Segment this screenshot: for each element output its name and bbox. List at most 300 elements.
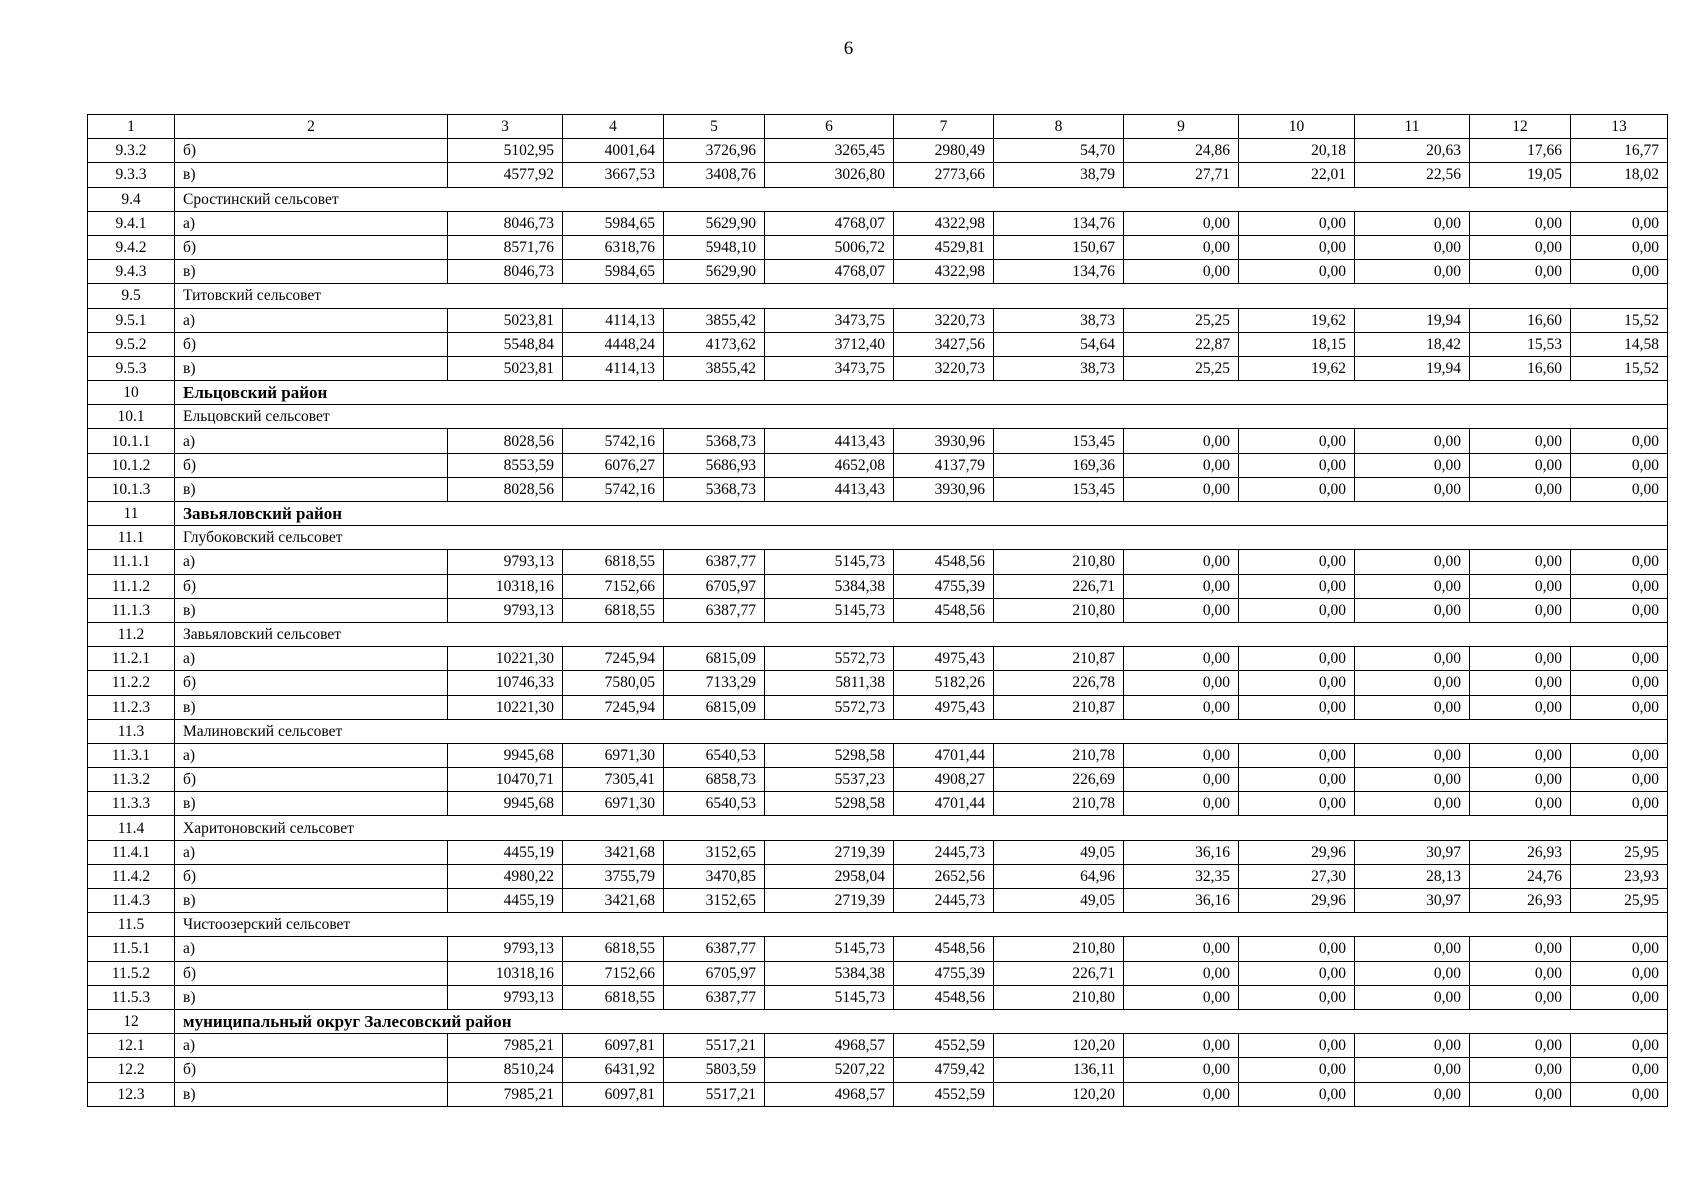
value-cell: 17,66	[1470, 139, 1571, 163]
value-cell: 210,80	[994, 985, 1124, 1009]
value-cell: 210,87	[994, 647, 1124, 671]
table-row	[88, 889, 1668, 913]
row-label: а)	[175, 937, 448, 961]
row-label: б)	[175, 139, 448, 163]
settlement-title: Чистоозерский сельсовет	[175, 913, 1668, 937]
row-code: 10.1.1	[88, 429, 175, 453]
value-cell: 8571,76	[448, 235, 563, 259]
value-cell: 3220,73	[894, 308, 994, 332]
row-code: 10.1	[88, 405, 175, 429]
district-header-row	[88, 381, 1668, 405]
table-row	[88, 768, 1668, 792]
value-cell: 0,00	[1124, 550, 1239, 574]
settlement-title: Харитоновский сельсовет	[175, 816, 1668, 840]
value-cell: 4548,56	[894, 937, 994, 961]
value-cell: 6076,27	[563, 453, 664, 477]
value-cell: 6387,77	[664, 985, 765, 1009]
row-code: 9.4	[88, 187, 175, 211]
value-cell: 0,00	[1470, 574, 1571, 598]
value-cell: 3473,75	[765, 356, 894, 380]
value-cell: 8510,24	[448, 1058, 563, 1082]
value-cell: 9945,68	[448, 743, 563, 767]
table-row	[88, 260, 1668, 284]
value-cell: 6818,55	[563, 937, 664, 961]
header-row	[88, 115, 1668, 139]
row-code: 12.2	[88, 1058, 175, 1082]
value-cell: 0,00	[1571, 598, 1668, 622]
value-cell: 0,00	[1124, 937, 1239, 961]
value-cell: 0,00	[1571, 985, 1668, 1009]
value-cell: 136,11	[994, 1058, 1124, 1082]
value-cell: 0,00	[1239, 235, 1355, 259]
value-cell: 0,00	[1355, 768, 1470, 792]
settlement-title: Сростинский сельсовет	[175, 187, 1668, 211]
row-code: 9.5	[88, 284, 175, 308]
value-cell: 4173,62	[664, 332, 765, 356]
row-label: б)	[175, 768, 448, 792]
value-cell: 0,00	[1355, 211, 1470, 235]
value-cell: 0,00	[1239, 574, 1355, 598]
value-cell: 4975,43	[894, 695, 994, 719]
value-cell: 210,78	[994, 743, 1124, 767]
row-label: в)	[175, 695, 448, 719]
value-cell: 27,71	[1124, 163, 1239, 187]
value-cell: 64,96	[994, 864, 1124, 888]
value-cell: 7985,21	[448, 1082, 563, 1106]
value-cell: 0,00	[1571, 768, 1668, 792]
value-cell: 20,18	[1239, 139, 1355, 163]
value-cell: 2958,04	[765, 864, 894, 888]
row-label: а)	[175, 550, 448, 574]
row-label: в)	[175, 477, 448, 501]
value-cell: 0,00	[1355, 1058, 1470, 1082]
row-label: б)	[175, 235, 448, 259]
value-cell: 0,00	[1571, 550, 1668, 574]
settlement-header-row	[88, 526, 1668, 550]
value-cell: 7152,66	[563, 961, 664, 985]
value-cell: 0,00	[1571, 429, 1668, 453]
value-cell: 0,00	[1470, 1034, 1571, 1058]
value-cell: 4114,13	[563, 356, 664, 380]
value-cell: 0,00	[1571, 211, 1668, 235]
value-cell: 9793,13	[448, 550, 563, 574]
value-cell: 36,16	[1124, 889, 1239, 913]
row-code: 10	[88, 381, 175, 405]
value-cell: 10221,30	[448, 695, 563, 719]
row-label: в)	[175, 356, 448, 380]
value-cell: 0,00	[1571, 792, 1668, 816]
row-label: а)	[175, 743, 448, 767]
value-cell: 24,86	[1124, 139, 1239, 163]
value-cell: 8046,73	[448, 260, 563, 284]
value-cell: 0,00	[1239, 598, 1355, 622]
row-label: б)	[175, 671, 448, 695]
value-cell: 30,97	[1355, 840, 1470, 864]
value-cell: 7245,94	[563, 695, 664, 719]
value-cell: 0,00	[1239, 477, 1355, 501]
value-cell: 0,00	[1239, 743, 1355, 767]
table-row	[88, 235, 1668, 259]
value-cell: 5384,38	[765, 961, 894, 985]
value-cell: 0,00	[1355, 598, 1470, 622]
value-cell: 32,35	[1124, 864, 1239, 888]
value-cell: 169,36	[994, 453, 1124, 477]
value-cell: 134,76	[994, 211, 1124, 235]
value-cell: 2773,66	[894, 163, 994, 187]
value-cell: 0,00	[1470, 985, 1571, 1009]
value-cell: 4548,56	[894, 598, 994, 622]
value-cell: 153,45	[994, 477, 1124, 501]
value-cell: 4448,24	[563, 332, 664, 356]
value-cell: 0,00	[1239, 1034, 1355, 1058]
value-cell: 0,00	[1124, 1058, 1239, 1082]
value-cell: 5145,73	[765, 937, 894, 961]
row-label: а)	[175, 840, 448, 864]
value-cell: 4975,43	[894, 647, 994, 671]
value-cell: 5572,73	[765, 647, 894, 671]
value-cell: 4652,08	[765, 453, 894, 477]
value-cell: 49,05	[994, 840, 1124, 864]
value-cell: 210,87	[994, 695, 1124, 719]
value-cell: 0,00	[1355, 260, 1470, 284]
header-cell: 12	[1470, 115, 1571, 139]
value-cell: 23,93	[1571, 864, 1668, 888]
settlement-header-row	[88, 405, 1668, 429]
value-cell: 0,00	[1571, 961, 1668, 985]
row-code: 11.4	[88, 816, 175, 840]
value-cell: 9945,68	[448, 792, 563, 816]
settlement-title: Глубоковский сельсовет	[175, 526, 1668, 550]
value-cell: 16,77	[1571, 139, 1668, 163]
row-code: 9.5.2	[88, 332, 175, 356]
value-cell: 9793,13	[448, 985, 563, 1009]
value-cell: 18,02	[1571, 163, 1668, 187]
value-cell: 5023,81	[448, 356, 563, 380]
value-cell: 3712,40	[765, 332, 894, 356]
value-cell: 8553,59	[448, 453, 563, 477]
table-row	[88, 163, 1668, 187]
value-cell: 6097,81	[563, 1034, 664, 1058]
value-cell: 4114,13	[563, 308, 664, 332]
table-row	[88, 139, 1668, 163]
value-cell: 0,00	[1239, 671, 1355, 695]
table-row	[88, 211, 1668, 235]
value-cell: 7305,41	[563, 768, 664, 792]
value-cell: 9793,13	[448, 937, 563, 961]
row-code: 11.5.3	[88, 985, 175, 1009]
value-cell: 3152,65	[664, 840, 765, 864]
value-cell: 2719,39	[765, 889, 894, 913]
value-cell: 3855,42	[664, 356, 765, 380]
header-cell: 7	[894, 115, 994, 139]
header-cell: 6	[765, 115, 894, 139]
tariff-table	[87, 114, 1668, 1107]
value-cell: 0,00	[1571, 695, 1668, 719]
value-cell: 0,00	[1355, 574, 1470, 598]
row-code: 11.4.2	[88, 864, 175, 888]
settlement-header-row	[88, 284, 1668, 308]
value-cell: 5384,38	[765, 574, 894, 598]
value-cell: 7245,94	[563, 647, 664, 671]
value-cell: 0,00	[1239, 453, 1355, 477]
row-label: а)	[175, 308, 448, 332]
value-cell: 3265,45	[765, 139, 894, 163]
value-cell: 5742,16	[563, 477, 664, 501]
value-cell: 38,73	[994, 356, 1124, 380]
value-cell: 4001,64	[563, 139, 664, 163]
value-cell: 15,52	[1571, 308, 1668, 332]
value-cell: 0,00	[1571, 477, 1668, 501]
value-cell: 4755,39	[894, 961, 994, 985]
value-cell: 5948,10	[664, 235, 765, 259]
value-cell: 0,00	[1355, 550, 1470, 574]
value-cell: 4701,44	[894, 743, 994, 767]
row-code: 9.5.1	[88, 308, 175, 332]
value-cell: 134,76	[994, 260, 1124, 284]
row-code: 11.4.3	[88, 889, 175, 913]
value-cell: 3930,96	[894, 477, 994, 501]
value-cell: 19,94	[1355, 356, 1470, 380]
value-cell: 0,00	[1355, 453, 1470, 477]
value-cell: 5298,58	[765, 792, 894, 816]
value-cell: 6540,53	[664, 792, 765, 816]
value-cell: 5984,65	[563, 260, 664, 284]
value-cell: 6431,92	[563, 1058, 664, 1082]
value-cell: 4413,43	[765, 477, 894, 501]
value-cell: 27,30	[1239, 864, 1355, 888]
row-code: 11.1	[88, 526, 175, 550]
settlement-title: Ельцовский сельсовет	[175, 405, 1668, 429]
value-cell: 5006,72	[765, 235, 894, 259]
table-row	[88, 1034, 1668, 1058]
value-cell: 2652,56	[894, 864, 994, 888]
value-cell: 6815,09	[664, 647, 765, 671]
value-cell: 25,25	[1124, 308, 1239, 332]
page-number: 6	[843, 38, 854, 59]
value-cell: 0,00	[1355, 743, 1470, 767]
value-cell: 2719,39	[765, 840, 894, 864]
value-cell: 0,00	[1470, 260, 1571, 284]
row-label: б)	[175, 961, 448, 985]
value-cell: 0,00	[1571, 1082, 1668, 1106]
value-cell: 6818,55	[563, 598, 664, 622]
table-row	[88, 671, 1668, 695]
value-cell: 2445,73	[894, 840, 994, 864]
value-cell: 4755,39	[894, 574, 994, 598]
value-cell: 3220,73	[894, 356, 994, 380]
value-cell: 3726,96	[664, 139, 765, 163]
value-cell: 0,00	[1124, 961, 1239, 985]
value-cell: 5811,38	[765, 671, 894, 695]
value-cell: 7580,05	[563, 671, 664, 695]
row-code: 11.2	[88, 622, 175, 646]
value-cell: 0,00	[1355, 792, 1470, 816]
row-code: 12	[88, 1009, 175, 1033]
value-cell: 5145,73	[765, 550, 894, 574]
value-cell: 5207,22	[765, 1058, 894, 1082]
row-code: 9.4.1	[88, 211, 175, 235]
value-cell: 226,71	[994, 574, 1124, 598]
value-cell: 3855,42	[664, 308, 765, 332]
header-cell: 3	[448, 115, 563, 139]
header-cell: 13	[1571, 115, 1668, 139]
settlement-header-row	[88, 187, 1668, 211]
value-cell: 16,60	[1470, 356, 1571, 380]
value-cell: 0,00	[1470, 743, 1571, 767]
value-cell: 226,78	[994, 671, 1124, 695]
value-cell: 0,00	[1239, 429, 1355, 453]
value-cell: 5984,65	[563, 211, 664, 235]
table-row	[88, 1058, 1668, 1082]
table-row	[88, 429, 1668, 453]
value-cell: 54,64	[994, 332, 1124, 356]
row-code: 10.1.3	[88, 477, 175, 501]
header-cell: 1	[88, 115, 175, 139]
value-cell: 5145,73	[765, 598, 894, 622]
value-cell: 0,00	[1355, 477, 1470, 501]
table-row	[88, 961, 1668, 985]
value-cell: 4908,27	[894, 768, 994, 792]
row-label: б)	[175, 332, 448, 356]
value-cell: 5742,16	[563, 429, 664, 453]
value-cell: 4455,19	[448, 840, 563, 864]
row-code: 10.1.2	[88, 453, 175, 477]
value-cell: 19,94	[1355, 308, 1470, 332]
value-cell: 10221,30	[448, 647, 563, 671]
value-cell: 10746,33	[448, 671, 563, 695]
value-cell: 0,00	[1571, 937, 1668, 961]
value-cell: 4322,98	[894, 260, 994, 284]
value-cell: 2445,73	[894, 889, 994, 913]
value-cell: 0,00	[1355, 961, 1470, 985]
value-cell: 15,52	[1571, 356, 1668, 380]
value-cell: 4768,07	[765, 211, 894, 235]
value-cell: 5298,58	[765, 743, 894, 767]
value-cell: 7133,29	[664, 671, 765, 695]
district-header-row	[88, 1009, 1668, 1033]
value-cell: 0,00	[1124, 647, 1239, 671]
value-cell: 6387,77	[664, 598, 765, 622]
district-title: Ельцовский район	[175, 381, 1668, 405]
value-cell: 5629,90	[664, 211, 765, 235]
value-cell: 8046,73	[448, 211, 563, 235]
value-cell: 0,00	[1239, 695, 1355, 719]
value-cell: 0,00	[1571, 1058, 1668, 1082]
value-cell: 5548,84	[448, 332, 563, 356]
value-cell: 4322,98	[894, 211, 994, 235]
value-cell: 16,60	[1470, 308, 1571, 332]
row-code: 9.5.3	[88, 356, 175, 380]
row-code: 11.2.1	[88, 647, 175, 671]
table-row	[88, 743, 1668, 767]
value-cell: 6705,97	[664, 574, 765, 598]
value-cell: 54,70	[994, 139, 1124, 163]
table-row	[88, 356, 1668, 380]
row-code: 11.3.2	[88, 768, 175, 792]
table-row	[88, 332, 1668, 356]
header-cell: 4	[563, 115, 664, 139]
value-cell: 0,00	[1124, 574, 1239, 598]
value-cell: 6971,30	[563, 743, 664, 767]
value-cell: 22,01	[1239, 163, 1355, 187]
value-cell: 0,00	[1470, 550, 1571, 574]
value-cell: 5803,59	[664, 1058, 765, 1082]
row-label: а)	[175, 1034, 448, 1058]
row-code: 9.4.2	[88, 235, 175, 259]
table-row	[88, 695, 1668, 719]
value-cell: 6097,81	[563, 1082, 664, 1106]
value-cell: 0,00	[1124, 985, 1239, 1009]
row-code: 11.5.1	[88, 937, 175, 961]
district-title: муниципальный округ Залесовский район	[175, 1009, 1668, 1033]
value-cell: 3930,96	[894, 429, 994, 453]
value-cell: 0,00	[1124, 792, 1239, 816]
value-cell: 6818,55	[563, 550, 664, 574]
value-cell: 9793,13	[448, 598, 563, 622]
value-cell: 0,00	[1470, 429, 1571, 453]
table-row	[88, 937, 1668, 961]
value-cell: 4980,22	[448, 864, 563, 888]
row-code: 11.1.1	[88, 550, 175, 574]
value-cell: 0,00	[1571, 453, 1668, 477]
value-cell: 150,67	[994, 235, 1124, 259]
settlement-title: Малиновский сельсовет	[175, 719, 1668, 743]
value-cell: 3026,80	[765, 163, 894, 187]
table-row	[88, 574, 1668, 598]
value-cell: 0,00	[1239, 260, 1355, 284]
value-cell: 0,00	[1355, 985, 1470, 1009]
value-cell: 18,15	[1239, 332, 1355, 356]
value-cell: 0,00	[1470, 211, 1571, 235]
value-cell: 25,95	[1571, 889, 1668, 913]
row-label: б)	[175, 574, 448, 598]
value-cell: 0,00	[1571, 743, 1668, 767]
row-label: в)	[175, 260, 448, 284]
value-cell: 5629,90	[664, 260, 765, 284]
value-cell: 0,00	[1355, 647, 1470, 671]
value-cell: 0,00	[1239, 647, 1355, 671]
value-cell: 4577,92	[448, 163, 563, 187]
row-label: а)	[175, 429, 448, 453]
value-cell: 10470,71	[448, 768, 563, 792]
value-cell: 0,00	[1571, 574, 1668, 598]
value-cell: 4137,79	[894, 453, 994, 477]
settlement-title: Титовский сельсовет	[175, 284, 1668, 308]
header-cell: 10	[1239, 115, 1355, 139]
value-cell: 0,00	[1470, 792, 1571, 816]
row-code: 11	[88, 502, 175, 526]
value-cell: 5572,73	[765, 695, 894, 719]
value-cell: 3421,68	[563, 840, 664, 864]
value-cell: 0,00	[1470, 937, 1571, 961]
value-cell: 3408,76	[664, 163, 765, 187]
row-code: 12.3	[88, 1082, 175, 1106]
value-cell: 4455,19	[448, 889, 563, 913]
value-cell: 0,00	[1124, 429, 1239, 453]
value-cell: 26,93	[1470, 840, 1571, 864]
row-label: в)	[175, 889, 448, 913]
value-cell: 0,00	[1239, 937, 1355, 961]
value-cell: 5145,73	[765, 985, 894, 1009]
value-cell: 5368,73	[664, 429, 765, 453]
value-cell: 14,58	[1571, 332, 1668, 356]
row-code: 11.5.2	[88, 961, 175, 985]
value-cell: 5537,23	[765, 768, 894, 792]
value-cell: 0,00	[1239, 1058, 1355, 1082]
value-cell: 0,00	[1470, 1082, 1571, 1106]
row-label: б)	[175, 453, 448, 477]
row-code: 11.1.2	[88, 574, 175, 598]
